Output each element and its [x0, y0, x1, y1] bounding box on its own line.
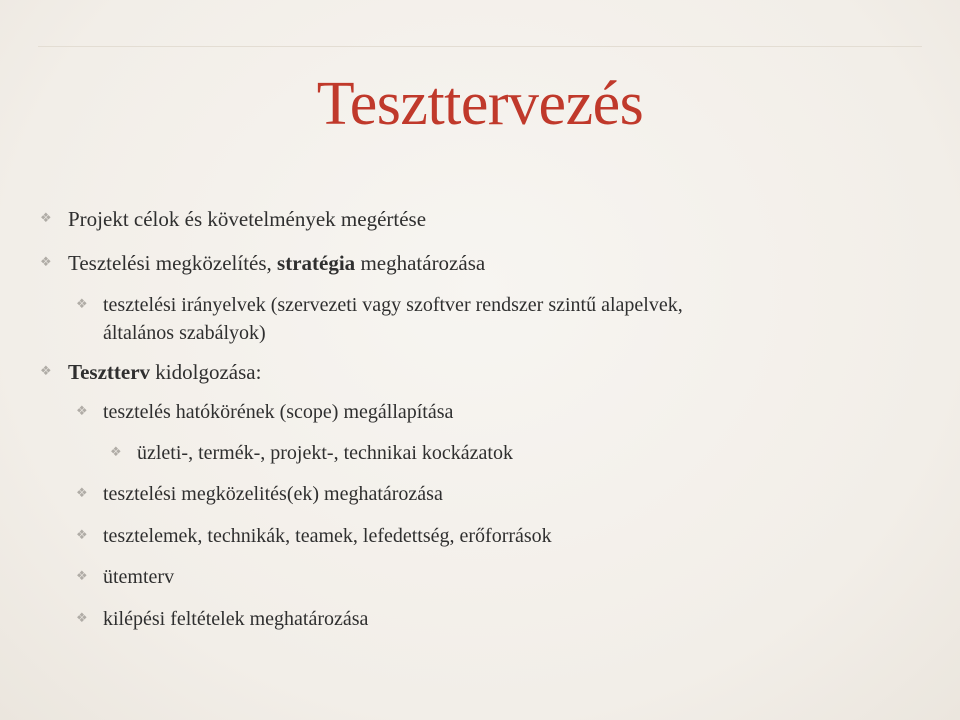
- bullet-icon: ❖: [110, 445, 122, 460]
- plain-text: üzleti-, termék-, projekt-, technikai kockázatok: [137, 442, 513, 464]
- bullet-icon: ❖: [76, 486, 88, 501]
- bullet-text: [103, 480, 443, 508]
- plain-text: kilépési feltételek meghatározása: [103, 608, 369, 630]
- bullet-text: [103, 605, 368, 633]
- plain-text: tesztelési irányelvek (szervezeti vagy szoftver rendszer szintű alapelvek,: [103, 294, 683, 316]
- bullet-icon: ❖: [76, 404, 88, 419]
- bullet-text: [137, 439, 513, 467]
- emphasis-text: stratégia: [277, 251, 356, 275]
- bullet-text: [103, 563, 174, 591]
- plain-text: tesztelés hatókörének (scope) megállapítása: [103, 401, 454, 423]
- plain-text: tesztelési megközelités(ek) meghatározása: [103, 483, 443, 505]
- bullet-icon: ❖: [40, 255, 52, 270]
- bullet-icon: ❖: [76, 297, 88, 312]
- slide-title: Teszttervezés: [316, 70, 644, 138]
- bullet-icon: ❖: [40, 211, 52, 226]
- bullet-text: [103, 291, 683, 319]
- bullet-text: [103, 522, 552, 550]
- bullet-text: [68, 358, 261, 386]
- bullet-icon: ❖: [40, 364, 52, 379]
- bullet-icon: ❖: [76, 528, 88, 543]
- bullet-text: [68, 205, 426, 233]
- bullet-text: [68, 249, 485, 277]
- plain-text: meghatározása: [355, 251, 486, 275]
- bullet-icon: ❖: [76, 569, 88, 584]
- plain-text: Tesztelési megközelítés,: [68, 251, 278, 275]
- plain-text: kidolgozása:: [150, 360, 262, 384]
- emphasis-text: Tesztterv: [68, 360, 151, 384]
- plain-text: ütemterv: [103, 566, 175, 588]
- bullet-text: [103, 398, 453, 426]
- bullet-text-continuation: általános szabályok): [103, 322, 266, 344]
- plain-text: Projekt célok és követelmények megértése: [68, 207, 427, 231]
- plain-text: tesztelemek, technikák, teamek, lefedettség, erőforrások: [103, 525, 552, 547]
- bullet-icon: ❖: [76, 611, 88, 626]
